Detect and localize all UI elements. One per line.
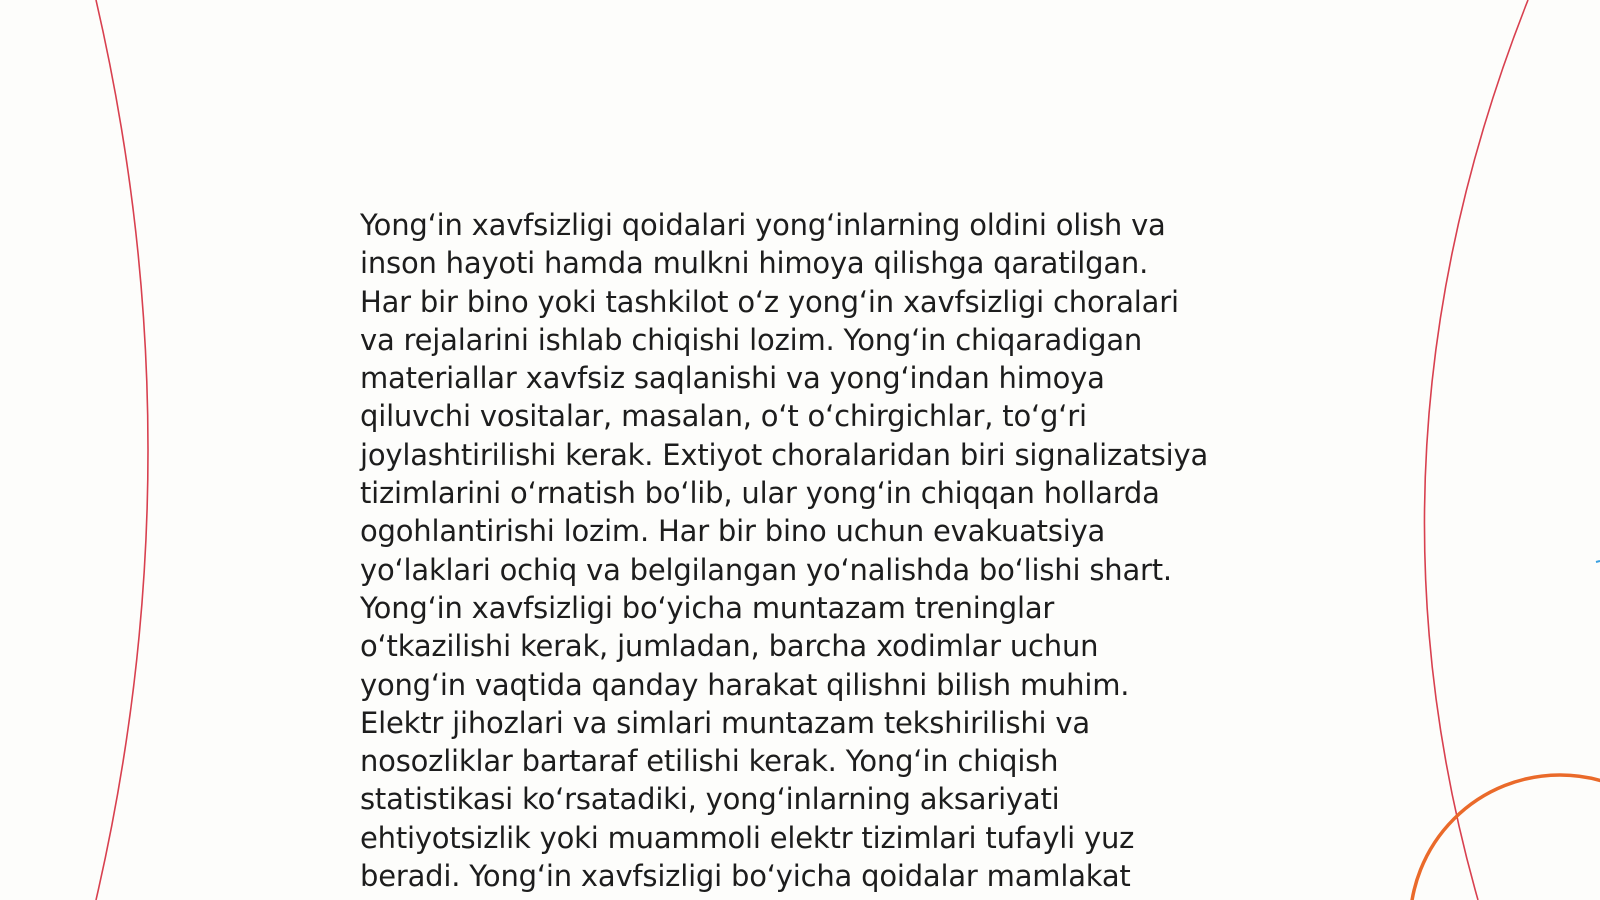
text-line: Yong‘in xavfsizligi bo‘yicha muntazam treninglar [360, 590, 1055, 625]
text-line: Elektr jihozlari va simlari muntazam tekshirilishi va [360, 705, 1090, 740]
text-line: Yong‘in xavfsizligi qoidalari yong‘inlarning oldini olish va [360, 208, 1166, 242]
right-curve-line [1424, 0, 1528, 900]
text-line: tizimlarini o‘rnatish bo‘lib, ular yong‘in chiqqan hollarda [360, 476, 1160, 511]
text-line: o‘tkazilishi kerak, jumladan, barcha xodimlar uchun [360, 629, 1099, 664]
body-paragraph [360, 206, 1260, 895]
text-line: ehtiyotsizlik yoki muammoli elektr tizimlari tufayli yuz [360, 820, 1135, 855]
text-line: va rejalarini ishlab chiqishi lozim. Yong‘in chiqaradigan [360, 322, 1143, 357]
text-line: inson hayoti hamda mulkni himoya qilishga qaratilgan. [360, 246, 1149, 281]
text-line: nosozliklar bartaraf etilishi kerak. Yong‘in chiqish [360, 744, 1059, 779]
text-line: materiallar xavfsiz saqlanishi va yong‘indan himoya [360, 361, 1105, 396]
text-line: statistikasi ko‘rsatadiki, yong‘inlarning aksariyati [360, 782, 1060, 817]
text-line: beradi. Yong‘in xavfsizligi bo‘yicha qoidalar mamlakat [360, 859, 1131, 894]
left-curve-line [96, 0, 148, 900]
text-line: qiluvchi vositalar, masalan, o‘t o‘chirgichlar, to‘g‘ri [360, 399, 1087, 434]
text-line: ogohlantirishi lozim. Har bir bino uchun evakuatsiya [360, 514, 1106, 549]
text-line: yo‘laklari ochiq va belgilangan yo‘nalishda bo‘lishi shart. [360, 552, 1172, 587]
orange-arc [1410, 775, 1600, 900]
blue-tick-mark [1596, 561, 1600, 562]
text-line: joylashtirilishi kerak. Extiyot choralaridan biri signalizatsiya [360, 437, 1209, 472]
text-line: Har bir bino yoki tashkilot o‘z yong‘in xavfsizligi choralari [360, 284, 1179, 319]
text-line: yong‘in vaqtida qanday harakat qilishni bilish muhim. [360, 667, 1130, 702]
